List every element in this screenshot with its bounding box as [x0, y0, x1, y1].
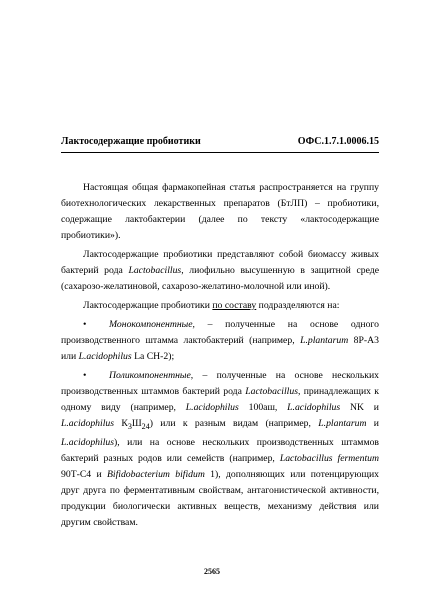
bullet-text: 100аш,	[238, 402, 288, 413]
bullet-term: Поликомпонентные,	[109, 370, 194, 381]
strain-subscript: 24	[141, 421, 150, 431]
classification-text-end: подразделяются на:	[256, 300, 340, 311]
bullet-text: К	[114, 418, 128, 429]
species-name: L.plantarum	[318, 418, 367, 429]
classification-criterion: по составу	[212, 300, 257, 311]
monograph-code: ОФС.1.7.1.0006.15	[297, 136, 379, 147]
classification-paragraph	[61, 298, 379, 314]
bullet-text: 1), дополняющих или потенцирующих друг друга по ферментативным свойствам, антагонистической активности, продукции биологически активных веществ, механизму действия или другим свойствам.	[61, 468, 379, 528]
definition-paragraph	[61, 247, 379, 295]
genus-name: Lactobacillus	[245, 386, 298, 397]
definition-text-end: , лиофильно высушенную в защитной среде (сахарозо-желатиновой, сахарозо-желатино-молочной или иной).	[61, 265, 379, 292]
page-number: 2565	[204, 567, 220, 576]
bullet-text: 8Р-А3 или	[61, 335, 379, 362]
bullet-item-monocomponent	[61, 317, 379, 365]
species-name: L.acidophilus	[78, 351, 132, 362]
bullet-text: – полученные на основе нескольких производственных штаммов бактерий рода	[61, 370, 379, 397]
monograph-title: Лактосодержащие пробиотики	[61, 136, 201, 147]
intro-paragraph	[61, 180, 379, 244]
bullet-text: 90Т-С4 и	[61, 468, 107, 480]
bullet-text: ) или к разным видам (например,	[149, 418, 319, 429]
species-name: L.plantarum	[300, 335, 349, 346]
header-divider	[61, 152, 379, 153]
bullet-item-polycomponent	[61, 368, 379, 531]
species-name: L.acidophilus	[185, 402, 239, 413]
bullet-text: – полученные на основе одного производственного штамма лактобактерий (например,	[61, 319, 379, 346]
bullet-text: Ш	[131, 418, 142, 429]
bullet-text: и	[366, 418, 379, 429]
bullet-text: , принадлежащих к одному виду (например,	[61, 386, 379, 413]
species-name: L.acidophilus	[61, 418, 115, 429]
bullet-text: ), или на основе нескольких производственных штаммов бактерий разных родов или семейств (например,	[61, 436, 379, 464]
species-name: L.acidophilus	[61, 436, 115, 448]
bullet-text: La CH-2);	[131, 351, 175, 362]
bullet-term: Монокомпонентные,	[109, 319, 195, 330]
species-name: Bifidobacterium bifidum	[106, 468, 205, 480]
strain-subscript: 3	[127, 421, 132, 431]
bullet-icon: •	[83, 319, 87, 330]
species-name: L.acidophilus	[287, 402, 341, 413]
classification-text-start: Лактосодержащие пробиотики	[83, 300, 213, 311]
bullet-text: NK и	[340, 402, 379, 413]
genus-name: Lactobacillus	[128, 265, 182, 276]
intro-text: Настоящая общая фармакопейная статья распространяется на группу биотехнологических лекарственных препаратов (БтЛП) – пробиотики, содержащие лактобактерии (далее по тексту «лактосодержащие пробиотики»).	[61, 182, 379, 241]
species-name: Lactobacillus fermentum	[279, 452, 379, 464]
definition-text-start: Лактосодержащие пробиотики представляют собой биомассу живых бактерий рода	[61, 249, 379, 276]
bullet-icon: •	[83, 370, 87, 381]
document-body	[61, 180, 379, 534]
